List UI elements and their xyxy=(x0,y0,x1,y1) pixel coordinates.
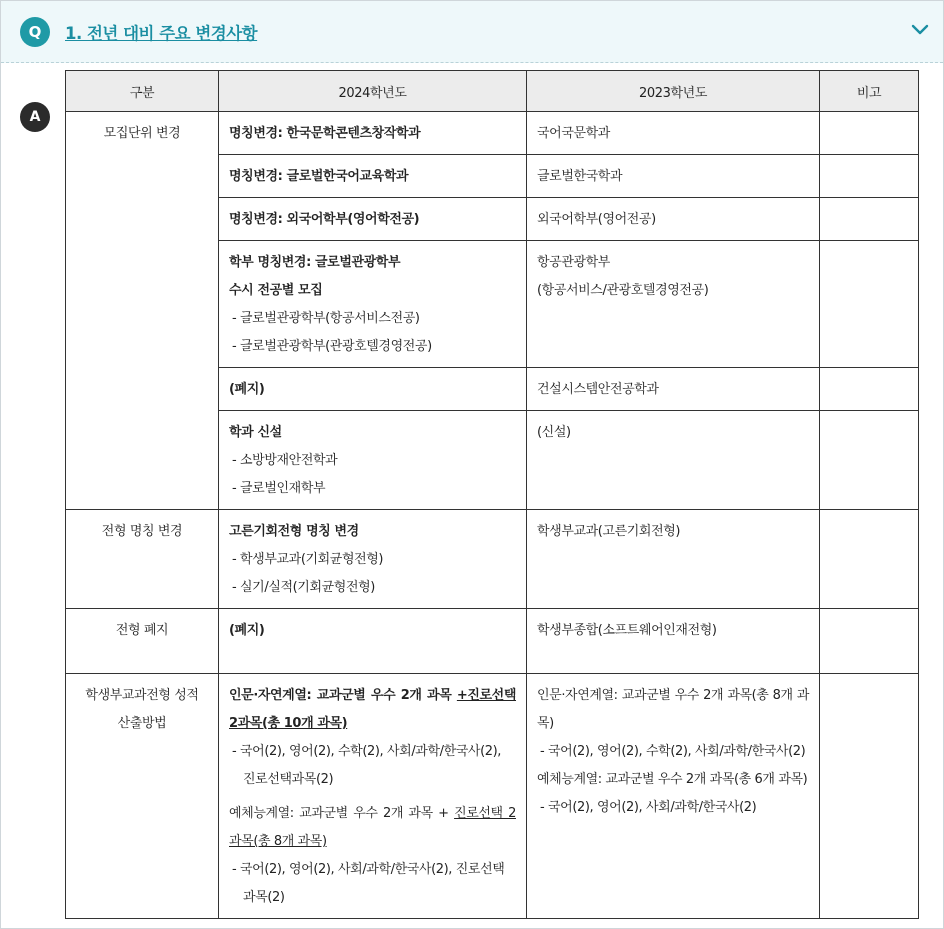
cell-2023: (신설) xyxy=(527,411,820,510)
cell-line: 수시 전공별 모집 xyxy=(229,283,323,298)
changes-table xyxy=(65,70,919,919)
cell-2023: 건설시스템안전공학과 xyxy=(527,368,820,411)
header-category: 구분 xyxy=(66,71,219,112)
cell-2024 xyxy=(219,411,527,510)
cell-note xyxy=(820,112,919,155)
cell-2024: 명칭변경: 글로벌한국어교육학과 xyxy=(219,155,527,198)
header-2024: 2024학년도 xyxy=(219,71,527,112)
cell-text: +진로선택 2과목(총 10개 과목) xyxy=(229,688,516,731)
category-cell xyxy=(66,674,219,919)
question-title[interactable]: 1. 전년 대비 주요 변경사항 xyxy=(65,24,258,43)
table-row xyxy=(66,609,919,674)
list-item: - 국어(2), 영어(2), 수학(2), 사회/과학/한국사(2) xyxy=(540,744,806,759)
cell-line: 항공관광학부 xyxy=(537,255,610,270)
category-cell: 전형 명칭 변경 xyxy=(66,510,219,609)
cell-2023 xyxy=(527,241,820,368)
cell-line: 학부 명칭변경: 글로벌관광학부 xyxy=(229,255,401,270)
cell-2024 xyxy=(219,510,527,609)
list-item: - 국어(2), 영어(2), 사회/과학/한국사(2) xyxy=(540,800,757,815)
list-item: - 글로벌인재학부 xyxy=(232,481,326,496)
cell-2024: (폐지) xyxy=(219,609,527,674)
list-item: - 국어(2), 영어(2), 수학(2), 사회/과학/한국사(2), 진로선택과목(2) xyxy=(232,744,502,787)
cell-line: 학생부교과전형 성적 xyxy=(85,688,199,703)
cell-note xyxy=(820,674,919,919)
table-row xyxy=(66,510,919,609)
cell-text: 인문·자연계열: 교과군별 우수 2개 과목 xyxy=(229,688,452,703)
cell-2023 xyxy=(527,674,820,919)
cell-2023: 외국어학부(영어전공) xyxy=(527,198,820,241)
list-item: - 글로벌관광학부(관광호텔경영전공) xyxy=(232,339,432,354)
question-header[interactable] xyxy=(1,1,943,63)
cell-2024: (폐지) xyxy=(219,368,527,411)
cell-note xyxy=(820,411,919,510)
cell-line: 인문·자연계열: 교과군별 우수 2개 과목(총 8개 과목) xyxy=(537,688,809,731)
answer-badge: A xyxy=(20,102,50,132)
cell-note xyxy=(820,155,919,198)
table-row xyxy=(66,674,919,919)
cell-2023: 학생부교과(고른기회전형) xyxy=(527,510,820,609)
list-item: - 학생부교과(기회균형전형) xyxy=(232,552,384,567)
cell-line: 산출방법 xyxy=(117,716,167,731)
cell-line xyxy=(229,682,516,738)
question-badge: Q xyxy=(20,17,50,47)
cell-note xyxy=(820,241,919,368)
cell-2023: 국어국문학과 xyxy=(527,112,820,155)
cell-line xyxy=(229,800,516,856)
cell-2024: 명칭변경: 외국어학부(영어학전공) xyxy=(219,198,527,241)
cell-note xyxy=(820,368,919,411)
table-row xyxy=(66,112,919,155)
cell-2024: 명칭변경: 한국문학콘텐츠창작학과 xyxy=(219,112,527,155)
cell-note xyxy=(820,198,919,241)
table-header-row xyxy=(66,71,919,112)
cell-line: 고른기회전형 명칭 변경 xyxy=(229,524,359,539)
cell-line: (항공서비스/관광호텔경영전공) xyxy=(537,283,709,298)
cell-note xyxy=(820,510,919,609)
cell-2023: 학생부종합(소프트웨어인재전형) xyxy=(527,609,820,674)
list-item: - 글로벌관광학부(항공서비스전공) xyxy=(232,311,420,326)
list-item: - 소방방재안전학과 xyxy=(232,453,338,468)
cell-note xyxy=(820,609,919,674)
cell-line: 학과 신설 xyxy=(229,425,282,440)
cell-text: 예체능계열: 교과군별 우수 2개 과목 + xyxy=(229,806,455,821)
header-note: 비고 xyxy=(820,71,919,112)
cell-text: 진로선택 2과목(총 8개 과목) xyxy=(229,806,516,849)
cell-2024 xyxy=(219,241,527,368)
category-cell: 전형 폐지 xyxy=(66,609,219,674)
cell-2023: 글로벌한국학과 xyxy=(527,155,820,198)
cell-2024 xyxy=(219,674,527,919)
header-2023: 2023학년도 xyxy=(527,71,820,112)
list-item: - 국어(2), 영어(2), 사회/과학/한국사(2), 진로선택과목(2) xyxy=(232,862,505,905)
category-cell: 모집단위 변경 xyxy=(66,112,219,510)
list-item: - 실기/실적(기회균형전형) xyxy=(232,580,375,595)
cell-line: 예체능계열: 교과군별 우수 2개 과목(총 6개 과목) xyxy=(537,772,808,787)
chevron-down-icon[interactable] xyxy=(911,23,929,37)
